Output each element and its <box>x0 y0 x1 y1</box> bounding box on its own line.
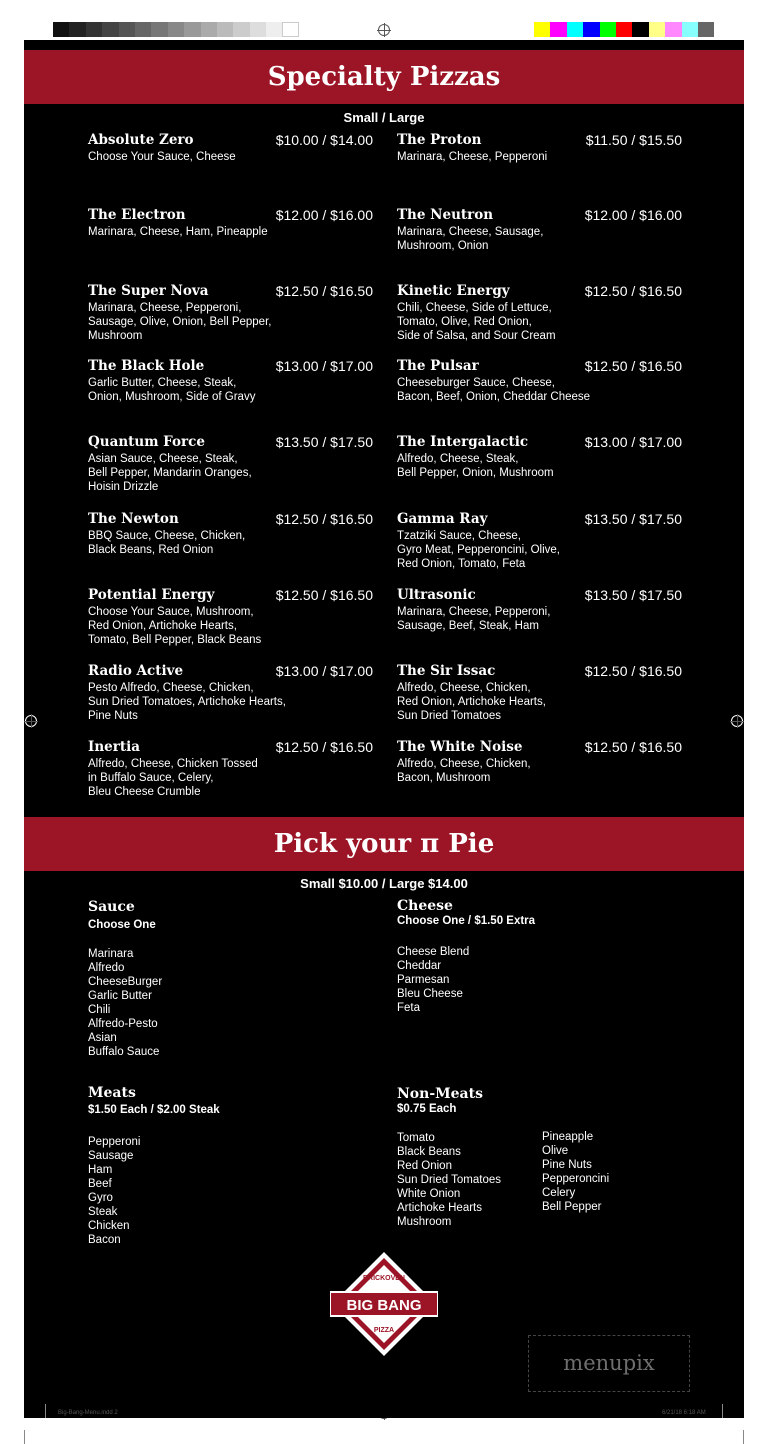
pizza-description: Marinara, Cheese, Pepperoni, Sausage, Beef, Steak, Ham <box>397 606 551 632</box>
pizza-name: The Sir Issac <box>397 663 496 679</box>
pizza-price: $12.50 / $16.50 <box>584 739 682 755</box>
sauce-note: Choose One <box>88 919 156 931</box>
registration-mark-icon <box>378 24 390 36</box>
sauce-title: Sauce <box>88 899 135 915</box>
pizza-price: $12.50 / $16.50 <box>275 511 373 527</box>
pizza-name: Radio Active <box>88 663 184 679</box>
pizza-price: $12.50 / $16.50 <box>275 587 373 603</box>
pizza-description: Marinara, Cheese, Sausage, Mushroom, Onion <box>397 226 544 252</box>
pizza-description: Alfredo, Cheese, Chicken Tossed in Buffalo Sauce, Celery, Bleu Cheese Crumble <box>88 758 258 798</box>
sauce-list: Marinara Alfredo CheeseBurger Garlic Butter Chili Alfredo-Pesto Asian Buffalo Sauce <box>88 948 163 1058</box>
pizza-name: Gamma Ray <box>397 511 488 527</box>
pizza-name: Ultrasonic <box>397 587 476 603</box>
pizza-name: Inertia <box>88 739 140 755</box>
pizza-name: The Neutron <box>397 207 494 223</box>
pizza-description: Marinara, Cheese, Pepperoni <box>397 151 548 163</box>
pick-your-pie-heading: Pick your π Pie <box>24 817 744 871</box>
color-calibration-bar <box>534 22 714 37</box>
size-header: Small / Large <box>343 110 425 125</box>
meats-title: Meats <box>88 1085 136 1101</box>
logo-main-text: BIG BANG <box>346 1297 422 1314</box>
registration-mark-icon <box>25 715 37 727</box>
footer-date: 6/21/18 6:18 AM <box>662 1410 706 1416</box>
pizza-price: $13.00 / $17.00 <box>584 434 682 450</box>
pizza-name: The Pulsar <box>397 358 479 374</box>
pizza-description: Tzatziki Sauce, Cheese, Gyro Meat, Pepperoncini, Olive, Red Onion, Tomato, Feta <box>397 530 560 570</box>
pizza-description: Cheeseburger Sauce, Cheese, Bacon, Beef, Onion, Cheddar Cheese <box>397 377 591 403</box>
pizza-price: $12.00 / $16.00 <box>275 207 373 223</box>
nonmeats-title: Non-Meats <box>397 1086 483 1102</box>
big-bang-pizza-logo <box>330 1250 438 1358</box>
footer-file: Big-Bang-Menu.indd 2 <box>58 1410 118 1416</box>
pizza-price: $12.00 / $16.00 <box>584 207 682 223</box>
gray-calibration-bar <box>53 22 299 37</box>
pizza-price: $12.50 / $16.50 <box>275 283 373 299</box>
pizza-price: $13.50 / $17.50 <box>275 434 373 450</box>
pizza-name: The Intergalactic <box>397 434 529 450</box>
cheese-list: Cheese Blend Cheddar Parmesan Bleu Cheese Feta <box>397 946 470 1014</box>
pizza-price: $13.50 / $17.50 <box>584 587 682 603</box>
specialty-pizzas-heading: Specialty Pizzas <box>24 50 744 104</box>
pizza-price: $10.00 / $14.00 <box>275 132 373 148</box>
pizza-price: $13.00 / $17.00 <box>275 663 373 679</box>
pizza-description: Marinara, Cheese, Ham, Pineapple <box>88 226 268 238</box>
pizza-description: BBQ Sauce, Cheese, Chicken, Black Beans, Red Onion <box>88 530 246 556</box>
pizza-description: Garlic Butter, Cheese, Steak, Onion, Mushroom, Side of Gravy <box>88 377 256 403</box>
crop-mark <box>722 1404 723 1418</box>
pizza-description: Chili, Cheese, Side of Lettuce, Tomato, Olive, Red Onion, Side of Salsa, and Sour Cream <box>397 302 556 342</box>
pizza-price: $12.50 / $16.50 <box>584 663 682 679</box>
pizza-description: Alfredo, Cheese, Chicken, Red Onion, Artichoke Hearts, Sun Dried Tomatoes <box>397 682 546 722</box>
nonmeats-list-a: Tomato Black Beans Red Onion Sun Dried Tomatoes White Onion Artichoke Hearts Mushroom <box>397 1132 501 1228</box>
pizza-name: The Black Hole <box>88 358 205 374</box>
crop-mark <box>24 1430 25 1444</box>
pizza-name: Potential Energy <box>88 587 215 603</box>
logo-top-text: BRICKOVEN <box>362 1275 406 1282</box>
cheese-title: Cheese <box>397 898 453 914</box>
crop-mark <box>743 1430 744 1444</box>
pizza-name: Absolute Zero <box>88 132 194 148</box>
pizza-price: $13.50 / $17.50 <box>584 511 682 527</box>
registration-mark-icon <box>731 715 743 727</box>
crop-mark <box>45 1404 46 1418</box>
nonmeats-note: $0.75 Each <box>397 1103 457 1115</box>
pizza-price: $12.50 / $16.50 <box>584 358 682 374</box>
pizza-name: The Newton <box>88 511 179 527</box>
pizza-name: Kinetic Energy <box>397 283 510 299</box>
pizza-price: $11.50 / $15.50 <box>585 132 682 148</box>
meats-note: $1.50 Each / $2.00 Steak <box>88 1104 220 1116</box>
pizza-name: Quantum Force <box>88 434 205 450</box>
pizza-description: Marinara, Cheese, Pepperoni, Sausage, Olive, Onion, Bell Pepper, Mushroom <box>88 302 272 342</box>
logo-bottom-text: PIZZA <box>373 1327 395 1334</box>
pizza-price: $13.00 / $17.00 <box>275 358 373 374</box>
pizza-description: Asian Sauce, Cheese, Steak, Bell Pepper, Mandarin Oranges, Hoisin Drizzle <box>88 453 252 493</box>
nonmeats-list-b: Pineapple Olive Pine Nuts Pepperoncini Celery Bell Pepper <box>542 1131 610 1213</box>
pizza-name: The Super Nova <box>88 283 209 299</box>
pizza-name: The Electron <box>88 207 186 223</box>
pizza-price: $12.50 / $16.50 <box>584 283 682 299</box>
pick-price: Small $10.00 / Large $14.00 <box>300 876 468 891</box>
cheese-note: Choose One / $1.50 Extra <box>397 915 536 927</box>
pizza-name: The Proton <box>397 132 482 148</box>
pizza-description: Pesto Alfredo, Cheese, Chicken, Sun Dried Tomatoes, Artichoke Hearts, Pine Nuts <box>88 682 286 722</box>
pizza-price: $12.50 / $16.50 <box>275 739 373 755</box>
pizza-name: The White Noise <box>397 739 523 755</box>
pizza-description: Choose Your Sauce, Mushroom, Red Onion, Artichoke Hearts, Tomato, Bell Pepper, Black Beans <box>88 606 262 646</box>
pizza-description: Alfredo, Cheese, Steak, Bell Pepper, Onion, Mushroom <box>397 453 554 479</box>
meats-list: Pepperoni Sausage Ham Beef Gyro Steak Chicken Bacon <box>88 1136 141 1246</box>
pizza-description: Choose Your Sauce, Cheese <box>88 151 236 163</box>
pizza-description: Alfredo, Cheese, Chicken, Bacon, Mushroom <box>397 758 531 784</box>
watermark: menupix <box>528 1335 690 1392</box>
